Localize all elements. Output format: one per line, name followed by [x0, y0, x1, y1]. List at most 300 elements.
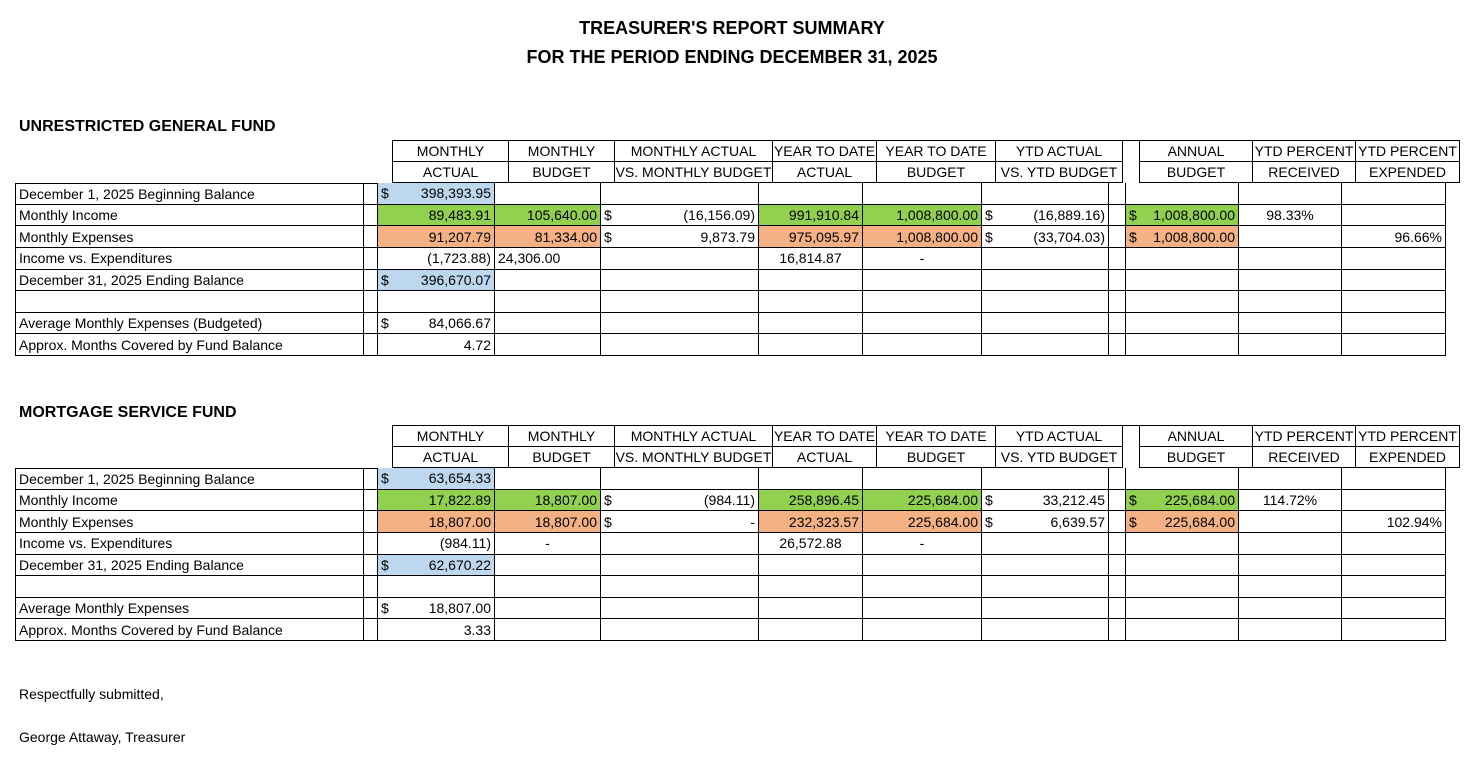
header-ytd-budget: YEAR TO DATE: [877, 425, 996, 447]
empty-cell: [1239, 334, 1342, 356]
currency-symbol: $: [604, 492, 612, 509]
empty-cell: [1109, 291, 1126, 313]
empty-cell: [982, 619, 1109, 641]
header-row: [15, 162, 1460, 184]
row-label: December 1, 2025 Beginning Balance: [15, 468, 364, 490]
currency-symbol: $: [604, 228, 612, 245]
income-annual-budget-value: 225,684.00: [1164, 492, 1235, 509]
empty-cell: [378, 291, 495, 313]
empty-cell: [1239, 291, 1342, 313]
empty-cell: [1342, 619, 1446, 641]
row-blank: [15, 576, 1460, 598]
label-gap: [364, 598, 378, 620]
empty-cell: [1342, 490, 1446, 512]
row-label: December 31, 2025 Ending Balance: [15, 555, 364, 577]
row-label: Approx. Months Covered by Fund Balance: [15, 619, 364, 641]
empty-cell: [982, 598, 1109, 620]
empty-cell: [1126, 248, 1239, 270]
empty-cell: [863, 468, 982, 490]
header-spacer: [15, 425, 392, 447]
label-gap: [364, 334, 378, 356]
row-monthly-income: [15, 490, 1460, 512]
income-monthly-budget: 18,807.00: [495, 490, 601, 512]
income-ytd-vs-value: 33,212.45: [1042, 492, 1105, 509]
row-months-covered: [15, 334, 1460, 356]
beginning-balance-value: 398,393.95: [420, 185, 491, 202]
net-ytd-budget: -: [863, 533, 982, 555]
header-ytd-actual: YEAR TO DATE: [773, 140, 877, 162]
header-ytd-vs: VS. YTD BUDGET: [996, 162, 1123, 184]
empty-cell: [759, 313, 863, 335]
header-monthly-actual: MONTHLY: [392, 425, 509, 447]
header-monthly-vs: VS. MONTHLY BUDGET: [615, 162, 773, 184]
empty-cell: [863, 598, 982, 620]
column-gap: [1123, 162, 1140, 184]
net-ytd-actual: 26,572.88: [759, 533, 863, 555]
header-ytd-actual: ACTUAL: [773, 162, 877, 184]
income-pct-received: 114.72%: [1239, 490, 1342, 512]
ending-balance-value: 396,670.07: [420, 271, 491, 288]
mortgage-fund-table: [15, 425, 1460, 641]
income-monthly-actual: 89,483.91: [378, 205, 495, 227]
row-monthly-expenses: [15, 226, 1460, 248]
empty-cell: [495, 576, 601, 598]
report-title: TREASURER'S REPORT SUMMARY: [579, 18, 885, 38]
net-monthly-actual: (984.11): [378, 533, 495, 555]
row-ending-balance: [15, 555, 1460, 577]
report-subtitle: FOR THE PERIOD ENDING DECEMBER 31, 2025: [526, 47, 938, 67]
empty-cell: [982, 183, 1109, 205]
empty-cell: [601, 533, 759, 555]
expenses-ytd-actual: 975,095.97: [759, 226, 863, 248]
row-beginning-balance: [15, 468, 1460, 490]
label-gap: [364, 555, 378, 577]
header-monthly-actual: ACTUAL: [392, 447, 509, 469]
expenses-ytd-budget: 225,684.00: [863, 511, 982, 533]
income-ytd-vs: [982, 205, 1109, 227]
empty-cell: [1239, 226, 1342, 248]
fund-title-mortgage: MORTGAGE SERVICE FUND: [19, 404, 237, 421]
header-ytd-actual: YEAR TO DATE: [773, 425, 877, 447]
empty-cell: [1342, 598, 1446, 620]
expenses-annual-budget: [1126, 226, 1239, 248]
income-annual-budget: [1126, 205, 1239, 227]
column-gap: [1109, 226, 1126, 248]
empty-cell: [1239, 598, 1342, 620]
expenses-monthly-budget: 81,334.00: [495, 226, 601, 248]
row-label: Income vs. Expenditures: [15, 248, 364, 270]
header-row: [15, 425, 1460, 447]
empty-cell: [863, 183, 982, 205]
header-monthly-vs: MONTHLY ACTUAL: [615, 140, 773, 162]
empty-cell: [601, 270, 759, 292]
income-ytd-vs: [982, 490, 1109, 512]
empty-cell: [1342, 183, 1446, 205]
empty-cell: [1126, 291, 1239, 313]
empty-cell: [1342, 291, 1446, 313]
row-income-vs-expenditures: [15, 533, 1460, 555]
beginning-balance-value: 63,654.33: [428, 470, 491, 487]
income-monthly-vs: [601, 490, 759, 512]
row-ending-balance: [15, 270, 1460, 292]
currency-symbol: $: [381, 271, 389, 288]
empty-cell: [1126, 313, 1239, 335]
expenses-ytd-budget: 1,008,800.00: [863, 226, 982, 248]
label-gap: [364, 183, 378, 205]
empty-cell: [1342, 205, 1446, 227]
empty-cell: [1126, 576, 1239, 598]
income-monthly-vs-value: (984.11): [703, 492, 755, 509]
header-ytd-pct-expended: YTD PERCENT: [1356, 140, 1460, 162]
column-gap: [1109, 248, 1126, 270]
row-label: Monthly Income: [15, 490, 364, 512]
ending-balance: [378, 555, 495, 577]
empty-cell: [1109, 598, 1126, 620]
header-ytd-budget: YEAR TO DATE: [877, 140, 996, 162]
column-gap: [1109, 533, 1126, 555]
empty-cell: [1109, 576, 1126, 598]
general-fund-table: [15, 140, 1460, 356]
empty-cell: [1109, 313, 1126, 335]
income-monthly-vs-value: (16,156.09): [683, 207, 755, 224]
label-gap: [364, 226, 378, 248]
empty-cell: [982, 291, 1109, 313]
header-row: [15, 447, 1460, 469]
income-monthly-budget: 105,640.00: [495, 205, 601, 227]
column-gap: [1109, 490, 1126, 512]
currency-symbol: $: [381, 556, 389, 573]
empty-cell: [759, 291, 863, 313]
income-monthly-vs: [601, 205, 759, 227]
net-monthly-actual: (1,723.88): [378, 248, 495, 270]
header-ytd-vs: YTD ACTUAL: [996, 425, 1123, 447]
column-gap: [1109, 511, 1126, 533]
empty-cell: [601, 291, 759, 313]
expenses-monthly-budget: 18,807.00: [495, 511, 601, 533]
row-monthly-expenses: [15, 511, 1460, 533]
header-ytd-pct-received: RECEIVED: [1253, 162, 1356, 184]
header-monthly-budget: BUDGET: [509, 447, 615, 469]
empty-cell: [1109, 183, 1126, 205]
header-ytd-budget: BUDGET: [877, 447, 996, 469]
header-ytd-pct-received: RECEIVED: [1253, 447, 1356, 469]
empty-cell: [378, 576, 495, 598]
net-ytd-budget: -: [863, 248, 982, 270]
header-monthly-actual: ACTUAL: [392, 162, 509, 184]
empty-cell: [982, 576, 1109, 598]
empty-cell: [863, 270, 982, 292]
empty-cell: [1109, 270, 1126, 292]
income-ytd-budget: 1,008,800.00: [863, 205, 982, 227]
currency-symbol: $: [604, 207, 612, 224]
currency-symbol: $: [381, 185, 389, 202]
row-average-monthly-expenses: [15, 313, 1460, 335]
empty-cell: [759, 576, 863, 598]
row-label: Monthly Expenses: [15, 511, 364, 533]
row-monthly-income: [15, 205, 1460, 227]
expenses-pct-expended: 96.66%: [1342, 226, 1446, 248]
ending-balance-value: 62,670.22: [428, 556, 491, 573]
column-gap: [1123, 425, 1140, 447]
income-ytd-budget: 225,684.00: [863, 490, 982, 512]
row-average-monthly-expenses: [15, 598, 1460, 620]
income-ytd-vs-value: (16,889.16): [1033, 207, 1105, 224]
empty-cell: [1239, 313, 1342, 335]
months-covered: 3.33: [378, 619, 495, 641]
income-annual-budget-value: 1,008,800.00: [1153, 207, 1235, 224]
empty-cell: [495, 619, 601, 641]
expenses-monthly-actual: 91,207.79: [378, 226, 495, 248]
net-monthly-budget: -: [495, 533, 601, 555]
row-beginning-balance: [15, 183, 1460, 205]
expenses-annual-budget-value: 1,008,800.00: [1153, 228, 1235, 245]
empty-cell: [863, 576, 982, 598]
months-covered: 4.72: [378, 334, 495, 356]
header-ytd-actual: ACTUAL: [773, 447, 877, 469]
empty-cell: [1239, 619, 1342, 641]
header-annual-budget: BUDGET: [1140, 162, 1253, 184]
empty-cell: [863, 619, 982, 641]
income-monthly-actual: 17,822.89: [378, 490, 495, 512]
empty-cell: [1126, 468, 1239, 490]
net-ytd-actual: 16,814.87: [759, 248, 863, 270]
currency-symbol: $: [985, 513, 993, 530]
empty-cell: [495, 270, 601, 292]
row-label: [15, 576, 364, 598]
header-monthly-vs: VS. MONTHLY BUDGET: [615, 447, 773, 469]
header-ytd-pct-received: YTD PERCENT: [1253, 140, 1356, 162]
income-annual-budget: [1126, 490, 1239, 512]
empty-cell: [1239, 555, 1342, 577]
row-label: December 31, 2025 Ending Balance: [15, 270, 364, 292]
net-monthly-budget: 24,306.00: [495, 248, 601, 270]
empty-cell: [601, 313, 759, 335]
currency-symbol: $: [985, 207, 993, 224]
empty-cell: [1109, 619, 1126, 641]
header-ytd-pct-expended: EXPENDED: [1356, 447, 1460, 469]
header-annual-budget: ANNUAL: [1140, 140, 1253, 162]
beginning-balance: [378, 468, 495, 490]
expenses-monthly-actual: 18,807.00: [378, 511, 495, 533]
empty-cell: [1342, 555, 1446, 577]
empty-cell: [1342, 468, 1446, 490]
empty-cell: [601, 598, 759, 620]
empty-cell: [1126, 533, 1239, 555]
header-ytd-pct-expended: YTD PERCENT: [1356, 425, 1460, 447]
empty-cell: [1239, 576, 1342, 598]
row-label: Income vs. Expenditures: [15, 533, 364, 555]
empty-cell: [863, 334, 982, 356]
label-gap: [364, 205, 378, 227]
currency-symbol: $: [1129, 207, 1137, 224]
empty-cell: [863, 313, 982, 335]
empty-cell: [601, 334, 759, 356]
empty-cell: [495, 183, 601, 205]
empty-cell: [1239, 270, 1342, 292]
empty-cell: [1239, 533, 1342, 555]
header-ytd-pct-expended: EXPENDED: [1356, 162, 1460, 184]
header-monthly-budget: MONTHLY: [509, 140, 615, 162]
empty-cell: [863, 291, 982, 313]
currency-symbol: $: [604, 513, 612, 530]
empty-cell: [1126, 270, 1239, 292]
header-ytd-pct-received: YTD PERCENT: [1253, 425, 1356, 447]
label-gap: [364, 270, 378, 292]
empty-cell: [759, 334, 863, 356]
empty-cell: [1342, 313, 1446, 335]
empty-cell: [495, 598, 601, 620]
empty-cell: [982, 468, 1109, 490]
income-ytd-actual: 991,910.84: [759, 205, 863, 227]
label-gap: [364, 291, 378, 313]
expenses-pct-expended: 102.94%: [1342, 511, 1446, 533]
label-gap: [364, 576, 378, 598]
row-label: Approx. Months Covered by Fund Balance: [15, 334, 364, 356]
label-gap: [364, 248, 378, 270]
empty-cell: [982, 555, 1109, 577]
expenses-monthly-vs-value: -: [750, 513, 755, 530]
currency-symbol: $: [985, 492, 993, 509]
column-gap: [1123, 447, 1140, 469]
empty-cell: [495, 334, 601, 356]
empty-cell: [601, 468, 759, 490]
empty-cell: [982, 270, 1109, 292]
average-monthly-expenses-value: 18,807.00: [428, 600, 491, 617]
header-row: [15, 140, 1460, 162]
empty-cell: [1126, 334, 1239, 356]
expenses-annual-budget: [1126, 511, 1239, 533]
label-gap: [364, 468, 378, 490]
empty-cell: [495, 555, 601, 577]
header-monthly-budget: BUDGET: [509, 162, 615, 184]
empty-cell: [1342, 576, 1446, 598]
currency-symbol: $: [381, 600, 389, 617]
empty-cell: [759, 183, 863, 205]
income-pct-received: 98.33%: [1239, 205, 1342, 227]
label-gap: [364, 313, 378, 335]
currency-symbol: $: [1129, 228, 1137, 245]
expenses-ytd-vs: [982, 226, 1109, 248]
row-label: Monthly Expenses: [15, 226, 364, 248]
empty-cell: [982, 533, 1109, 555]
empty-cell: [1109, 555, 1126, 577]
empty-cell: [1239, 183, 1342, 205]
column-gap: [1109, 205, 1126, 227]
expenses-ytd-vs: [982, 511, 1109, 533]
expenses-monthly-vs-value: 9,873.79: [700, 228, 755, 245]
empty-cell: [1239, 468, 1342, 490]
empty-cell: [759, 270, 863, 292]
empty-cell: [1109, 468, 1126, 490]
expenses-annual-budget-value: 225,684.00: [1164, 513, 1235, 530]
row-label: December 1, 2025 Beginning Balance: [15, 183, 364, 205]
column-gap: [1123, 140, 1140, 162]
beginning-balance: [378, 183, 495, 205]
empty-cell: [601, 183, 759, 205]
row-label: [15, 291, 364, 313]
currency-symbol: $: [381, 470, 389, 487]
header-annual-budget: ANNUAL: [1140, 425, 1253, 447]
empty-cell: [982, 248, 1109, 270]
currency-symbol: $: [985, 228, 993, 245]
empty-cell: [495, 468, 601, 490]
empty-cell: [982, 313, 1109, 335]
row-label: Average Monthly Expenses (Budgeted): [15, 313, 364, 335]
empty-cell: [863, 555, 982, 577]
header-monthly-vs: MONTHLY ACTUAL: [615, 425, 773, 447]
empty-cell: [601, 555, 759, 577]
income-ytd-actual: 258,896.45: [759, 490, 863, 512]
label-gap: [364, 533, 378, 555]
header-ytd-vs: VS. YTD BUDGET: [996, 447, 1123, 469]
empty-cell: [1126, 183, 1239, 205]
header-annual-budget: BUDGET: [1140, 447, 1253, 469]
closing-text: Respectfully submitted,: [19, 686, 164, 702]
empty-cell: [982, 334, 1109, 356]
empty-cell: [495, 313, 601, 335]
expenses-monthly-vs: [601, 511, 759, 533]
empty-cell: [759, 598, 863, 620]
expenses-monthly-vs: [601, 226, 759, 248]
empty-cell: [1126, 598, 1239, 620]
empty-cell: [1239, 248, 1342, 270]
empty-cell: [1342, 248, 1446, 270]
label-gap: [364, 490, 378, 512]
average-monthly-expenses: [378, 313, 495, 335]
empty-cell: [1109, 334, 1126, 356]
currency-symbol: $: [1129, 492, 1137, 509]
expenses-ytd-vs-value: 6,639.57: [1050, 513, 1105, 530]
empty-cell: [1126, 555, 1239, 577]
empty-cell: [601, 248, 759, 270]
header-spacer: [15, 447, 392, 469]
label-gap: [364, 619, 378, 641]
row-income-vs-expenditures: [15, 248, 1460, 270]
empty-cell: [601, 619, 759, 641]
header-monthly-actual: MONTHLY: [392, 140, 509, 162]
empty-cell: [495, 291, 601, 313]
empty-cell: [601, 576, 759, 598]
empty-cell: [1342, 334, 1446, 356]
empty-cell: [759, 555, 863, 577]
header-ytd-budget: BUDGET: [877, 162, 996, 184]
header-ytd-vs: YTD ACTUAL: [996, 140, 1123, 162]
empty-cell: [1342, 270, 1446, 292]
row-months-covered: [15, 619, 1460, 641]
row-label: Average Monthly Expenses: [15, 598, 364, 620]
row-blank: [15, 291, 1460, 313]
header-spacer: [15, 162, 392, 184]
empty-cell: [1342, 533, 1446, 555]
expenses-ytd-actual: 232,323.57: [759, 511, 863, 533]
empty-cell: [759, 468, 863, 490]
header-spacer: [15, 140, 392, 162]
expenses-ytd-vs-value: (33,704.03): [1033, 228, 1105, 245]
label-gap: [364, 511, 378, 533]
fund-title-general: UNRESTRICTED GENERAL FUND: [19, 118, 276, 135]
signature-text: George Attaway, Treasurer: [19, 729, 186, 745]
average-monthly-expenses: [378, 598, 495, 620]
empty-cell: [1126, 619, 1239, 641]
empty-cell: [1239, 511, 1342, 533]
row-label: Monthly Income: [15, 205, 364, 227]
ending-balance: [378, 270, 495, 292]
currency-symbol: $: [1129, 513, 1137, 530]
currency-symbol: $: [381, 315, 389, 332]
header-monthly-budget: MONTHLY: [509, 425, 615, 447]
empty-cell: [759, 619, 863, 641]
average-monthly-expenses-value: 84,066.67: [428, 315, 491, 332]
